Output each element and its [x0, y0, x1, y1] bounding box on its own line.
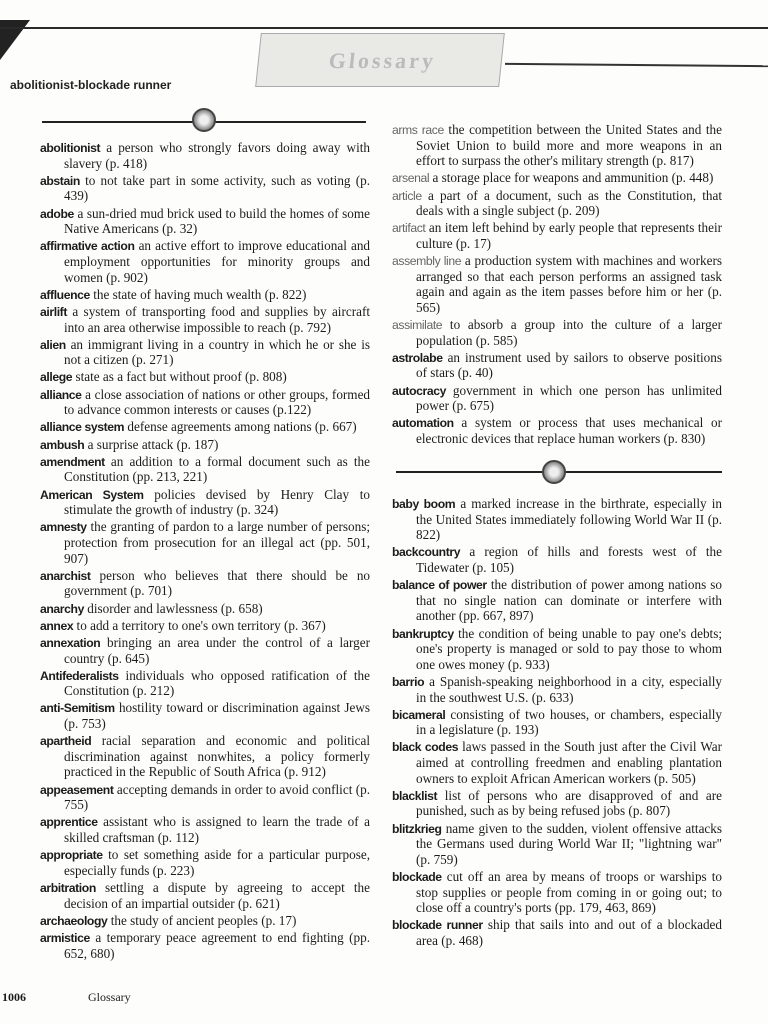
glossary-term: apartheid — [40, 734, 92, 749]
glossary-entry — [392, 253, 722, 315]
glossary-term: alliance system — [40, 420, 125, 435]
glossary-definition: a system or process that uses mechanical or electronic devices that replace human workers (p. 830) — [416, 415, 723, 447]
glossary-definition: government in which one person has unlimited power (p. 675) — [416, 382, 722, 414]
glossary-entry — [392, 188, 722, 219]
glossary-term: blockade runner — [392, 918, 483, 933]
glossary-entry — [40, 930, 370, 961]
glossary-entry — [40, 173, 370, 204]
left-column — [40, 140, 370, 963]
glossary-entry — [40, 304, 370, 335]
glossary-term: annex — [40, 618, 74, 633]
glossary-definition: laws passed in the South just after the Civil War aimed at controlling freedmen and enabling plantation owners to exploit African American workers (p. 505) — [416, 739, 722, 786]
glossary-definition: hostility toward or discrimination against Jews (p. 753) — [64, 700, 371, 732]
glossary-entry — [392, 577, 722, 624]
glossary-definition: a system of transporting food and supplies by aircraft into an area otherwise impossible to reach (p. 792) — [64, 303, 371, 335]
glossary-term: assembly line — [392, 254, 462, 269]
glossary-term: automation — [392, 416, 454, 431]
header-rule — [505, 63, 768, 67]
glossary-entry — [40, 519, 370, 566]
glossary-term: amnesty — [40, 520, 87, 535]
glossary-entry — [40, 437, 370, 453]
glossary-entry — [40, 733, 370, 780]
glossary-term: assimilate — [392, 318, 443, 333]
glossary-term: Antifederalists — [40, 668, 119, 683]
glossary-entry — [40, 369, 370, 385]
glossary-entry — [392, 415, 722, 446]
glossary-definition: the granting of pardon to a large number of persons; protection from prosecution for an illegal act (pp. 501, 907) — [64, 519, 370, 566]
right-column-b-entries — [392, 496, 722, 950]
glossary-definition: person who believes that there should be no government (p. 701) — [64, 567, 371, 599]
glossary-term: arms race — [392, 123, 444, 137]
glossary-definition: the distribution of power among nations so that no single nation can dominate or interfere with another (pp. 667, 897) — [416, 577, 723, 624]
glossary-term: blacklist — [392, 788, 438, 803]
glossary-definition: the competition between the United States and the Soviet Union to build more and more weapons in an effort to surpass the other's military strength (p. 817) — [416, 122, 723, 169]
glossary-definition: an addition to a formal document such as the Constitution (pp. 213, 221) — [64, 453, 370, 485]
glossary-term: bicameral — [392, 707, 446, 722]
glossary-definition: an instrument used by sailors to observe positions of stars (p. 40) — [416, 349, 723, 381]
section-b-medallion-icon — [542, 460, 566, 484]
glossary-definition: to set something aside for a particular purpose, especially funds (p. 223) — [64, 847, 371, 878]
glossary-term: anti-Semitism — [40, 701, 115, 716]
glossary-definition: disorder and lawlessness (p. 658) — [87, 600, 263, 616]
glossary-term: article — [392, 188, 422, 203]
glossary-entry — [40, 618, 370, 634]
glossary-definition: a storage place for weapons and ammunition (p. 448) — [432, 170, 714, 186]
glossary-entry — [392, 739, 722, 786]
glossary-definition: bringing an area under the control of a larger country (p. 645) — [64, 634, 370, 666]
glossary-definition: state as a fact but without proof (p. 808) — [75, 369, 287, 385]
glossary-term: abolitionist — [40, 141, 101, 155]
glossary-term: bankruptcy — [392, 626, 454, 641]
glossary-definition: to absorb a group into the culture of a larger population (p. 585) — [416, 317, 722, 348]
page-number: 1006 — [2, 990, 26, 1004]
running-head: abolitionist-blockade runner — [10, 78, 172, 92]
glossary-definition: a close association of nations or other groups, formed to advance common interests or causes (p.122) — [64, 386, 371, 418]
glossary-term: artifact — [392, 221, 426, 236]
glossary-entry — [40, 635, 370, 666]
glossary-entry — [40, 668, 370, 699]
glossary-definition: cut off an area by means of troops or warships to stop supplies or people from coming in or going out; to close off a country's ports (pp. 179, 463, 869) — [416, 869, 723, 916]
glossary-term: anarchy — [40, 601, 84, 616]
glossary-term: alien — [40, 337, 66, 352]
glossary-term: annexation — [40, 635, 101, 650]
glossary-definition: a region of hills and forests west of the Tidewater (p. 105) — [416, 544, 723, 575]
glossary-term: blockade — [392, 870, 442, 884]
glossary-term: balance of power — [392, 578, 487, 593]
glossary-definition: ship that sails into and out of a blockaded area (p. 468) — [416, 917, 722, 948]
glossary-entry — [392, 917, 722, 948]
glossary-term: airlift — [40, 304, 67, 319]
glossary-entry — [40, 206, 370, 237]
glossary-definition: a Spanish-speaking neighborhood in a city, especially in the southwest U.S. (p. 633) — [416, 673, 722, 705]
glossary-definition: settling a dispute by agreeing to accept the decision of an impartial outsider (p. 621) — [64, 879, 370, 911]
glossary-entry — [40, 238, 370, 285]
glossary-entry — [392, 821, 722, 868]
glossary-term: affirmative action — [40, 239, 135, 254]
glossary-definition: policies devised by Henry Clay to stimulate the growth of industry (p. 324) — [64, 486, 371, 518]
glossary-definition: an active effort to improve educational and employment opportunities for minority groups and women (p. 902) — [64, 238, 371, 285]
glossary-entry — [392, 544, 722, 575]
top-rule — [0, 27, 768, 29]
glossary-term: adobe — [40, 206, 74, 221]
glossary-term: affluence — [40, 287, 90, 302]
glossary-entry — [40, 419, 370, 435]
glossary-definition: an immigrant living in a country in which he or she is not a citizen (p. 271) — [64, 336, 370, 368]
glossary-definition: list of persons who are disapproved of and are punished, such as by being refused jobs (p. 807) — [416, 787, 722, 819]
glossary-definition: the condition of being unable to pay one's debts; one's property is managed or sold to pay those to whom one owes money (p. 933) — [416, 625, 722, 672]
glossary-term: barrio — [392, 674, 425, 689]
glossary-entry — [392, 383, 722, 414]
glossary-entry — [392, 496, 722, 543]
glossary-entry — [40, 814, 370, 845]
glossary-entry — [392, 869, 722, 916]
glossary-term: arsenal — [392, 171, 430, 186]
glossary-entry — [40, 913, 370, 929]
glossary-term: arbitration — [40, 880, 96, 895]
glossary-term: archaeology — [40, 913, 108, 928]
glossary-definition: a marked increase in the birthrate, especially in the United States immediately following World War II (p. 822) — [416, 496, 722, 543]
glossary-term: appeasement — [40, 782, 114, 797]
glossary-entry — [40, 454, 370, 485]
glossary-definition: a production system with machines and workers arranged so that each person performs an assigned task again and again as the item passes before him or her (p. 565) — [416, 253, 723, 315]
glossary-term: apprentice — [40, 815, 98, 830]
glossary-entry — [40, 387, 370, 418]
glossary-term: American System — [40, 487, 144, 502]
glossary-definition: an item left behind by early people that represents their culture (p. 17) — [416, 220, 723, 251]
glossary-definition: a person who strongly favors doing away with slavery (p. 418) — [64, 140, 370, 171]
glossary-entry — [40, 487, 370, 518]
glossary-term: backcountry — [392, 545, 461, 560]
glossary-definition: a surprise attack (p. 187) — [87, 436, 219, 452]
glossary-term: autocracy — [392, 383, 446, 398]
glossary-definition: defense agreements among nations (p. 667) — [127, 419, 357, 435]
glossary-term: blitzkrieg — [392, 821, 442, 836]
glossary-definition: the state of having much wealth (p. 822) — [93, 286, 307, 302]
glossary-entry — [392, 122, 722, 169]
glossary-definition: assistant who is assigned to learn the trade of a skilled craftsman (p. 112) — [64, 814, 370, 845]
glossary-definition: individuals who opposed ratification of the Constitution (p. 212) — [64, 667, 370, 699]
glossary-entry — [40, 847, 370, 878]
glossary-entry — [40, 568, 370, 599]
glossary-definition: a part of a document, such as the Constitution, that deals with a single subject (p. 209) — [416, 187, 723, 219]
glossary-term: alliance — [40, 387, 82, 402]
glossary-term: astrolabe — [392, 350, 443, 365]
glossary-entry — [40, 700, 370, 731]
glossary-definition: racial separation and economic and political discrimination against nonwhites, a policy formerly practiced in the Republic of South Africa (p. 912) — [64, 733, 371, 780]
glossary-term: abstain — [40, 173, 80, 188]
glossary-entry — [392, 626, 722, 673]
glossary-definition: to not take part in some activity, such as voting (p. 439) — [64, 172, 370, 204]
glossary-entry — [392, 350, 722, 381]
glossary-term: amendment — [40, 454, 105, 469]
glossary-term: armistice — [40, 930, 90, 945]
banner-title: Glossary — [327, 48, 438, 73]
glossary-banner — [255, 33, 505, 87]
glossary-term: ambush — [40, 437, 85, 452]
glossary-definition: name given to the sudden, violent offensive attacks the Germans used during World War II; "lightning war" (p. 759) — [416, 820, 723, 867]
page-corner-decoration — [0, 20, 30, 60]
footer-section-title: Glossary — [88, 990, 131, 1004]
glossary-entry — [392, 170, 722, 186]
glossary-entry — [40, 287, 370, 303]
glossary-entry — [40, 782, 370, 813]
glossary-definition: accepting demands in order to avoid conflict (p. 755) — [64, 781, 371, 813]
glossary-entry — [40, 601, 370, 617]
glossary-entry — [392, 707, 722, 738]
glossary-entry — [392, 220, 722, 251]
glossary-entry — [392, 788, 722, 819]
glossary-term: appropriate — [40, 848, 103, 863]
right-column-a-entries — [392, 122, 722, 448]
glossary-entry — [392, 317, 722, 348]
glossary-definition: a temporary peace agreement to end fighting (pp. 652, 680) — [64, 929, 371, 961]
glossary-entry — [392, 674, 722, 705]
glossary-term: anarchist — [40, 568, 91, 583]
section-a-medallion-icon — [192, 108, 216, 132]
glossary-definition: a sun-dried mud brick used to build the homes of some Native Americans (p. 32) — [64, 205, 370, 237]
glossary-entry — [40, 140, 370, 171]
glossary-definition: the study of ancient peoples (p. 17) — [110, 912, 297, 928]
glossary-term: allege — [40, 370, 73, 385]
glossary-entry — [40, 880, 370, 911]
glossary-definition: to add a territory to one's own territory (p. 367) — [76, 617, 326, 633]
glossary-definition: consisting of two houses, or chambers, especially in a legislature (p. 193) — [416, 706, 723, 738]
glossary-term: black codes — [392, 740, 459, 755]
glossary-entry — [40, 337, 370, 368]
glossary-term: baby boom — [392, 497, 456, 511]
